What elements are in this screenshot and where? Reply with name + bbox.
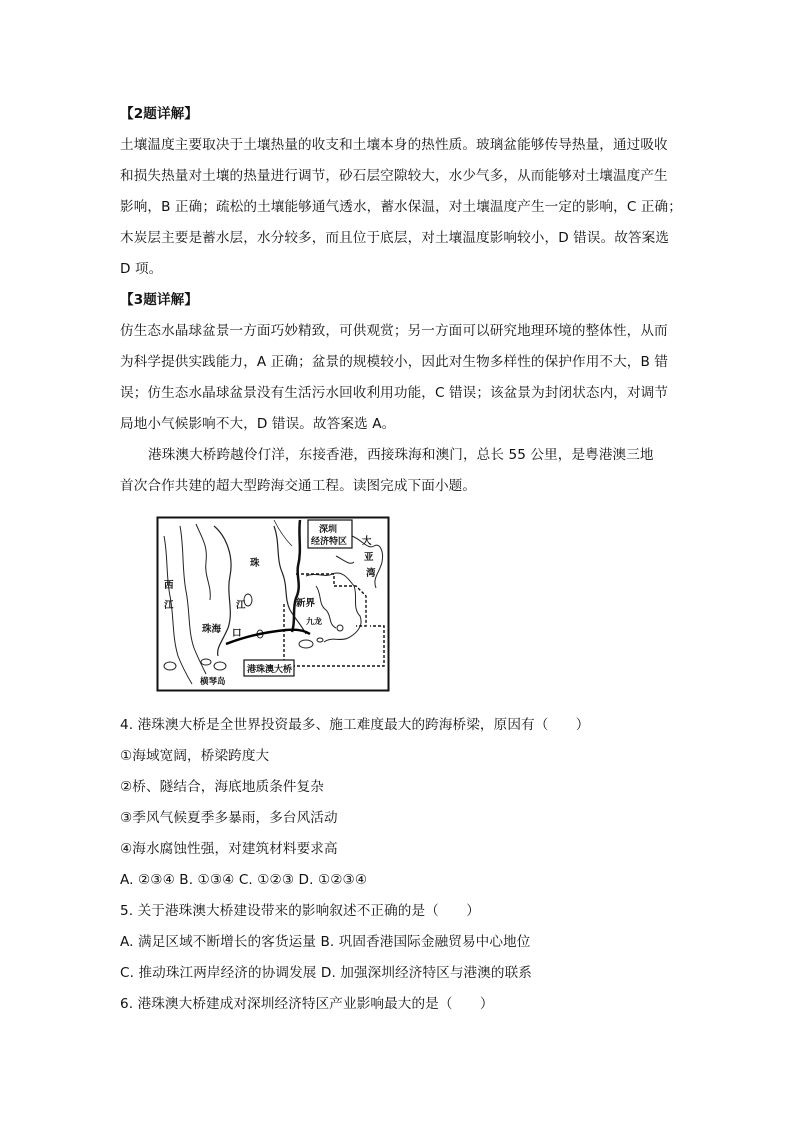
label-dayawan-3: 湾 [366,568,376,579]
label-zhuhai: 珠海 [202,624,222,635]
label-dayawan-2: 亚 [364,552,374,563]
q6-stem: 6. 港珠澳大桥建成对深圳经济特区产业影响最大的是（ ） [120,996,494,1012]
label-dayawan-1: 大 [362,536,372,547]
q4-item-3: ③季风气候夏季多暴雨，多台风活动 [120,810,338,826]
pearl-river-delta-map [156,516,390,692]
section2-line-3: 影响，B 正确；疏松的土壤能够通气透水，蓄水保温，对土壤温度产生一定的影响，C 正确； [120,199,682,215]
label-shenzhen-2: 经济特区 [311,537,348,547]
label-jiulong: 九龙 [306,617,322,626]
label-xinjie: 新界 [296,598,316,609]
section3-heading: 【3题详解】 [120,292,199,308]
section3-line-2: 为科学提供实践能力，A 正确；盆景的规模较小，因此对生物多样性的保护作用不大，B 错 [120,354,669,370]
q5-stem: 5. 关于港珠澳大桥建设带来的影响叙述不正确的是（ ） [120,903,480,919]
section3-line-1: 仿生态水晶球盆景一方面巧妙精致，可供观赏；另一方面可以研究地理环境的整体性，从而 [120,323,668,339]
section2-heading: 【2题详解】 [120,106,199,122]
q4-item-1: ①海域宽阔，桥梁跨度大 [120,748,270,764]
q4-item-2: ②桥、隧结合，海底地质条件复杂 [120,779,324,795]
section3-line-4: 局地小气候影响不大，D 错误。故答案选 A。 [120,416,396,432]
label-zhujiang-zhu: 珠 [250,558,260,569]
q4-stem: 4. 港珠澳大桥是全世界投资最多、施工难度最大的跨海桥梁，原因有（ ） [120,717,590,733]
q4-options: A. ②③④ B. ①③④ C. ①②③ D. ①②③④ [120,872,368,888]
section2-line-4: 木炭层主要是蓄水层，水分较多，而且位于底层，对土壤温度影响较小，D 错误。故答案选 [120,230,670,246]
section2-line-2: 和损失热量对土壤的热量进行调节，砂石层空隙较大，水少气多，从而能够对土壤温度产生 [120,168,668,184]
label-zhujiang-kou: 口 [232,628,242,639]
label-shenzhen-1: 深圳 [319,525,338,535]
label-hengqin: 横琴岛 [200,677,226,687]
q5-options-2: C. 推动珠江两岸经济的协调发展 D. 加强深圳经济特区与港澳的联系 [120,965,532,981]
q5-options-1: A. 满足区域不断增长的客货运量 B. 巩固香港国际金融贸易中心地位 [120,934,531,950]
section2-line-1: 土壤温度主要取决于土壤热量的收支和土壤本身的热性质。玻璃盆能够传导热量，通过吸收 [120,137,668,153]
q4-item-4: ④海水腐蚀性强，对建筑材料要求高 [120,841,338,857]
intro-line-1: 港珠澳大桥跨越伶仃洋，东接香港，西接珠海和澳门，总长 55 公里，是粤港澳三地 [148,447,654,463]
intro-line-2: 首次合作共建的超大型跨海交通工程。读图完成下面小题。 [120,478,477,494]
label-xijiang-1: 西 [164,580,174,591]
label-xijiang-2: 江 [164,600,174,611]
label-zhujiang-jiang: 江 [236,600,246,611]
label-bridge: 港珠澳大桥 [247,665,293,675]
section2-line-5: D 项。 [120,261,163,277]
section3-line-3: 误；仿生态水晶球盆景没有生活污水回收利用功能，C 错误；该盆景为封闭状态内，对调节 [120,385,669,401]
